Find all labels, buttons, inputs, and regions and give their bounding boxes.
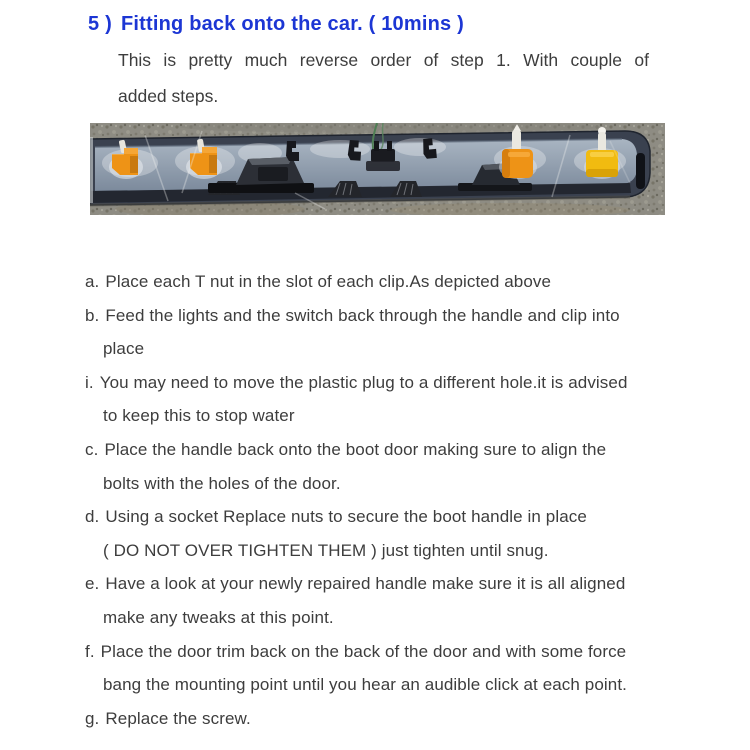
step-text: Place each T nut in the slot of each clip.As depicted above xyxy=(105,272,552,291)
intro-line-2: added steps. xyxy=(118,86,219,106)
list-item xyxy=(85,702,700,736)
step-label: f. xyxy=(85,641,95,661)
step-text-wrap: ( DO NOT OVER TIGHTEN THEM ) just tighten until snug. xyxy=(103,540,549,560)
step-text: Have a look at your newly repaired handle make sure it is all aligned xyxy=(105,574,626,594)
intro-line-1: This is pretty much reverse order of step 1. With couple of xyxy=(118,50,649,70)
list-item xyxy=(85,567,700,634)
list-item xyxy=(85,265,700,299)
boot-handle-photo xyxy=(90,123,665,215)
list-item xyxy=(85,635,700,702)
list-item xyxy=(85,500,700,567)
step-text-wrap: bolts with the holes of the door. xyxy=(103,473,341,493)
step-label: e. xyxy=(85,574,100,594)
section-title: Fitting back onto the car. ( 10mins ) xyxy=(120,13,464,35)
section-number: 5 ) xyxy=(88,13,112,35)
step-label: c. xyxy=(85,439,99,459)
steps-list xyxy=(85,265,700,735)
step-text: Place the door trim back on the back of the door and with some force xyxy=(100,641,627,661)
list-item xyxy=(85,366,700,433)
section-heading xyxy=(88,13,464,36)
list-item xyxy=(85,299,700,366)
list-item xyxy=(85,433,700,500)
step-label: a. xyxy=(85,272,100,291)
step-text-wrap: make any tweaks at this point. xyxy=(103,607,334,627)
step-text-wrap: bang the mounting point until you hear an audible click at each point. xyxy=(103,675,627,695)
step-label: b. xyxy=(85,305,100,325)
step-text: Feed the lights and the switch back through the handle and clip into xyxy=(105,305,620,325)
step-text-wrap: place xyxy=(103,339,145,359)
step-text-wrap: to keep this to stop water xyxy=(103,406,295,426)
end-seal xyxy=(636,153,645,189)
step-label: i. xyxy=(85,372,94,392)
step-text: You may need to move the plastic plug to a different hole.it is advised xyxy=(99,372,628,392)
step-label: g. xyxy=(85,708,100,728)
boot-handle-photo-illustration xyxy=(90,123,665,215)
step-text: Using a socket Replace nuts to secure the boot handle in place xyxy=(105,507,587,527)
step-label: d. xyxy=(85,507,100,527)
step-text: Replace the screw. xyxy=(105,708,251,728)
step-text: Place the handle back onto the boot door making sure to align the xyxy=(104,439,607,459)
intro-paragraph xyxy=(118,42,649,114)
